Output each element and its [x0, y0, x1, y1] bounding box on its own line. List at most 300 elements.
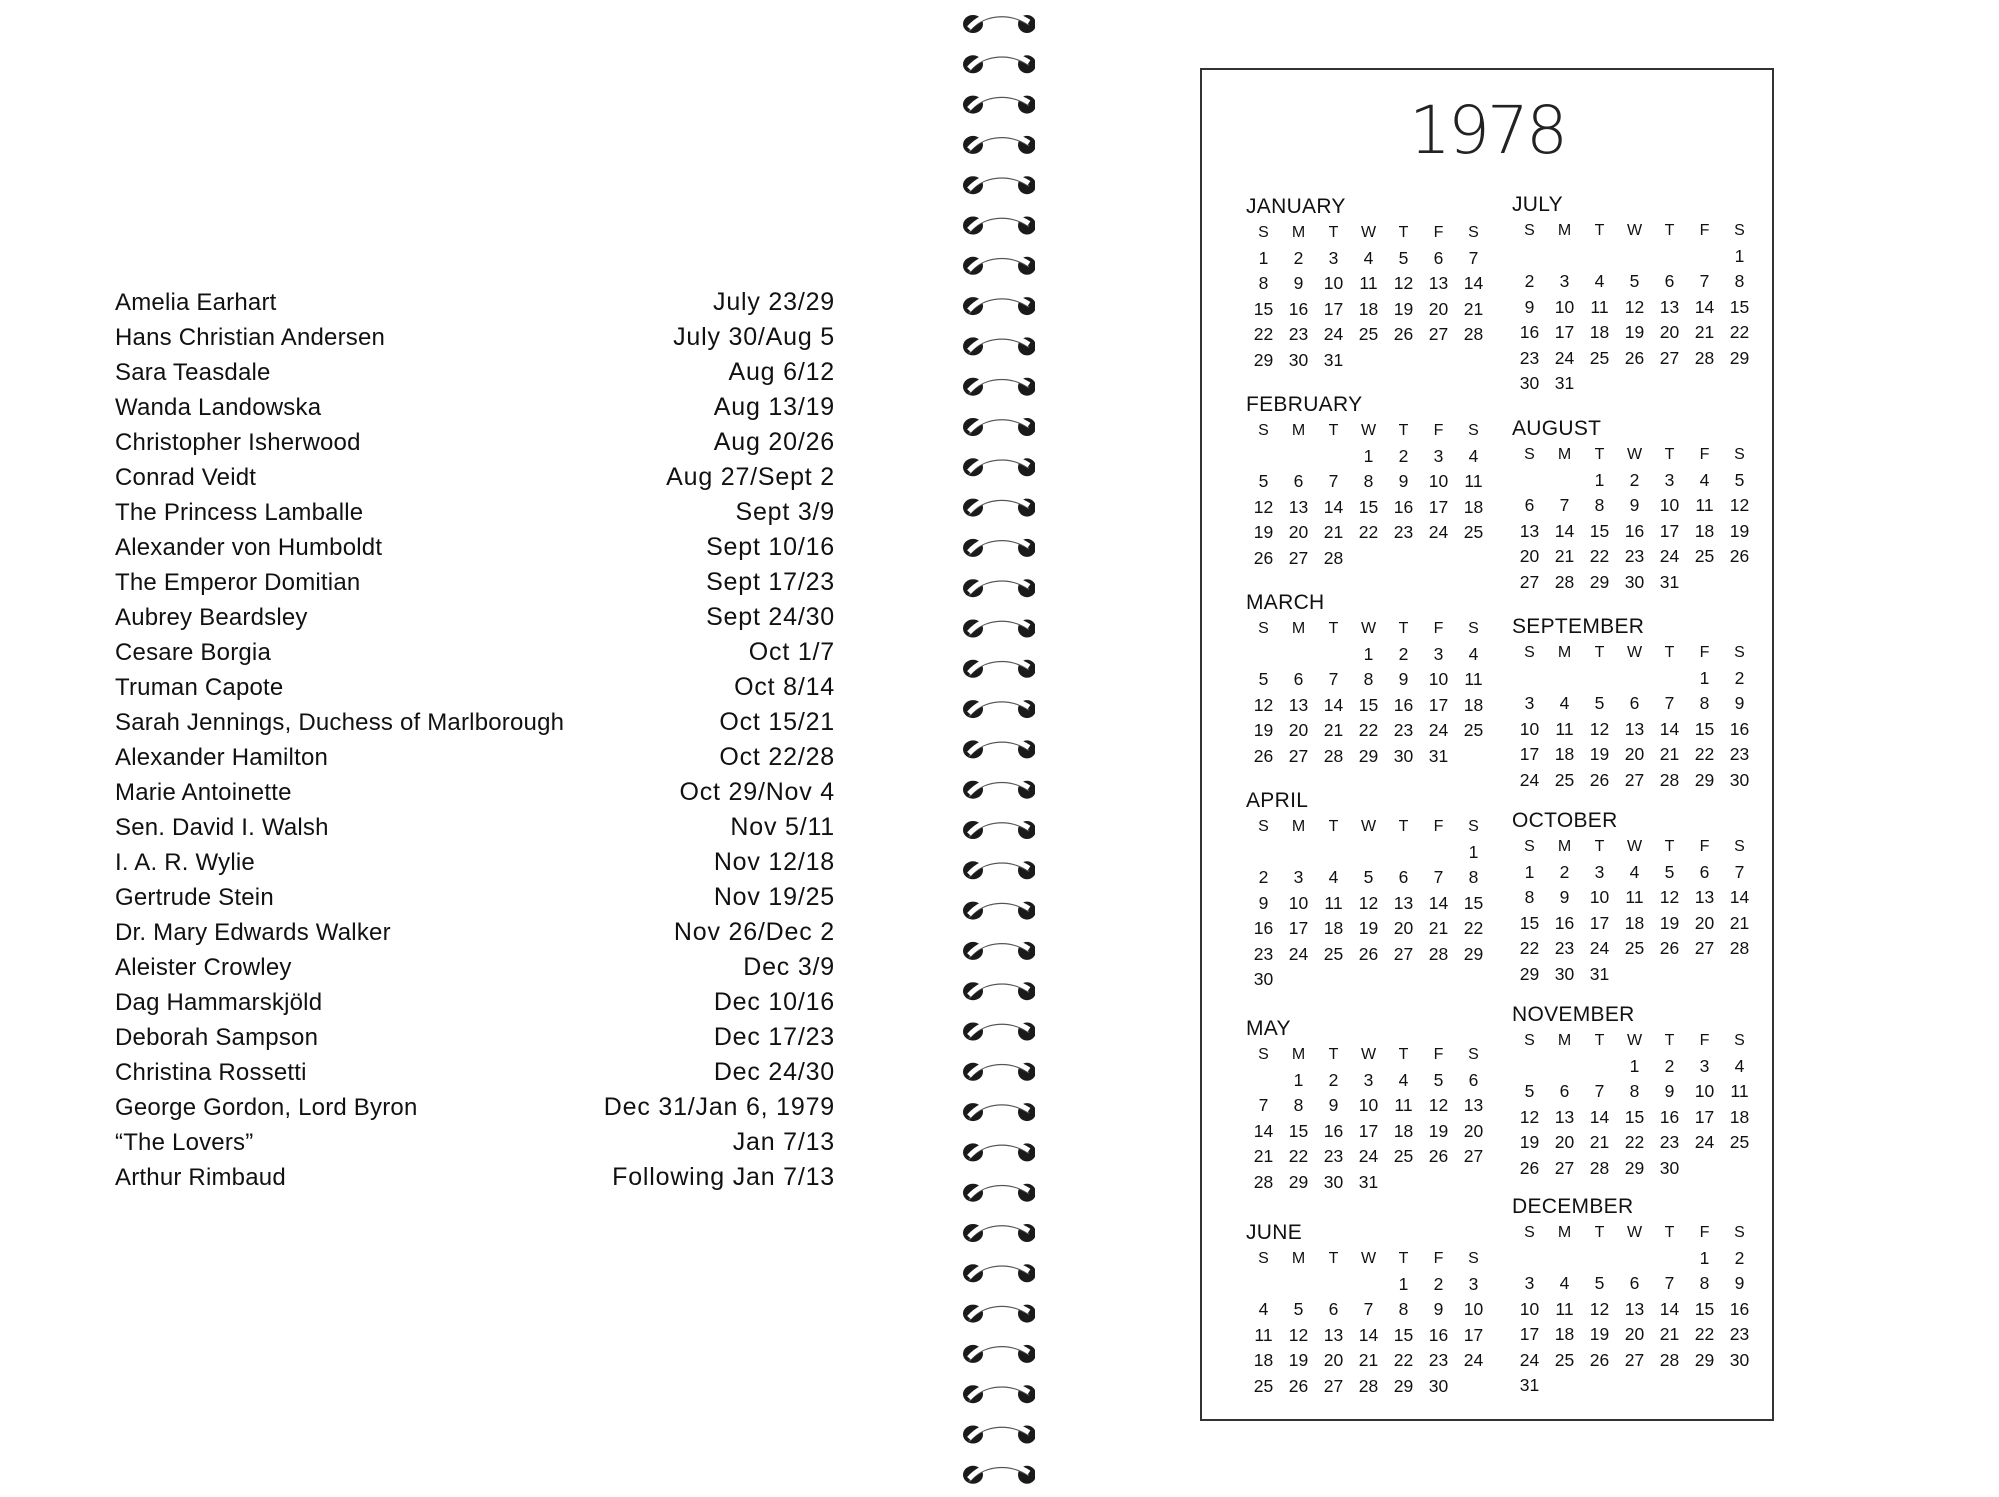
day-cell: 2	[1328, 1069, 1339, 1090]
day-cell: 15	[1624, 1106, 1645, 1127]
day-cell: 10	[1519, 1298, 1540, 1319]
day-cell: 11	[1394, 1095, 1413, 1116]
day-cell: 29	[1624, 1157, 1645, 1178]
day-cell: 28	[1428, 943, 1449, 964]
weekday-label: S	[1524, 445, 1535, 463]
month-block	[1246, 1220, 1496, 1399]
weekday-header	[1512, 834, 1762, 860]
week-row	[1246, 1323, 1496, 1349]
day-cell: 14	[1659, 1298, 1680, 1319]
day-cell: 29	[1589, 571, 1610, 592]
day-cell: 9	[1398, 669, 1409, 690]
day-cell: 1	[1363, 643, 1374, 664]
week-row	[1246, 271, 1496, 297]
weekday-label: T	[1398, 1249, 1409, 1267]
weekday-label: M	[1557, 643, 1572, 661]
day-cell: 31	[1659, 571, 1680, 592]
person-dates: Sept 17/23	[706, 568, 835, 596]
person-name: Sen. David I. Walsh	[115, 814, 329, 841]
month-block	[1246, 590, 1496, 769]
day-cell: 14	[1463, 273, 1484, 294]
day-cell: 6	[1629, 1273, 1640, 1294]
day-cell: 23	[1323, 1146, 1344, 1167]
day-cell: 3	[1699, 1055, 1710, 1076]
weekday-label: S	[1468, 817, 1479, 835]
day-cell: 18	[1358, 298, 1379, 319]
day-cell: 25	[1554, 769, 1575, 790]
person-row	[115, 708, 835, 743]
person-row	[115, 463, 835, 498]
day-cell: 4	[1629, 861, 1640, 882]
day-cell: 7	[1328, 471, 1339, 492]
day-cell: 11	[1464, 669, 1483, 690]
week-row	[1246, 718, 1496, 744]
day-cell: 29	[1694, 769, 1715, 790]
day-cell: 24	[1554, 347, 1575, 368]
day-cell: 9	[1734, 1273, 1745, 1294]
person-name: Hans Christian Andersen	[115, 324, 386, 351]
day-cell: 1	[1629, 1055, 1640, 1076]
week-row	[1246, 495, 1496, 521]
week-row	[1246, 744, 1496, 770]
day-cell: 21	[1323, 720, 1344, 741]
weekday-label: S	[1524, 221, 1535, 239]
day-cell: 27	[1288, 547, 1309, 568]
day-cell: 5	[1293, 1299, 1304, 1320]
day-cell: 21	[1428, 918, 1449, 939]
day-cell: 20	[1624, 1324, 1645, 1345]
binding-ring	[963, 135, 1035, 154]
day-cell: 10	[1694, 1081, 1715, 1102]
day-cell: 8	[1363, 669, 1374, 690]
day-cell: 24	[1694, 1132, 1715, 1153]
weekday-label: S	[1258, 421, 1269, 439]
weekday-label: S	[1468, 421, 1479, 439]
day-cell: 7	[1594, 1081, 1605, 1102]
person-dates: Nov 5/11	[730, 813, 835, 841]
person-dates: July 30/Aug 5	[673, 323, 835, 351]
day-cell: 18	[1393, 1120, 1414, 1141]
day-cell: 16	[1288, 298, 1309, 319]
day-cell: 27	[1393, 943, 1414, 964]
week-row	[1512, 666, 1762, 692]
day-cell: 26	[1624, 347, 1645, 368]
day-cell: 20	[1288, 522, 1309, 543]
week-row	[1512, 1271, 1762, 1297]
binding-ring	[963, 699, 1035, 718]
day-cell: 17	[1463, 1324, 1484, 1345]
day-cell: 10	[1519, 718, 1540, 739]
day-cell: 17	[1554, 322, 1575, 343]
month-block	[1512, 192, 1762, 397]
day-cell: 8	[1629, 1081, 1640, 1102]
day-cell: 4	[1734, 1055, 1745, 1076]
day-cell: 25	[1463, 522, 1484, 543]
day-cell: 4	[1468, 445, 1479, 466]
day-cell: 28	[1554, 571, 1575, 592]
week-row	[1512, 691, 1762, 717]
weekday-label: S	[1524, 643, 1535, 661]
month-block	[1246, 392, 1496, 571]
day-cell: 31	[1519, 1375, 1540, 1396]
person-row	[115, 1128, 835, 1163]
day-cell: 26	[1589, 769, 1610, 790]
day-cell: 22	[1694, 744, 1715, 765]
day-cell: 19	[1519, 1132, 1540, 1153]
day-cell: 28	[1323, 745, 1344, 766]
week-row	[1512, 768, 1762, 794]
day-cell: 19	[1624, 322, 1645, 343]
day-cell: 4	[1559, 693, 1570, 714]
week-row	[1512, 742, 1762, 768]
binding-ring	[963, 376, 1035, 395]
week-row	[1512, 544, 1762, 570]
day-cell: 21	[1729, 912, 1750, 933]
week-row	[1512, 1079, 1762, 1105]
weekday-label: T	[1664, 445, 1675, 463]
weekday-label: F	[1699, 1031, 1710, 1049]
day-cell: 30	[1428, 1375, 1449, 1396]
week-row	[1246, 1374, 1496, 1400]
person-name: Sara Teasdale	[115, 359, 271, 386]
week-row	[1512, 717, 1762, 743]
day-cell: 16	[1393, 694, 1414, 715]
day-cell: 5	[1594, 1273, 1605, 1294]
weekday-label: M	[1291, 1045, 1306, 1063]
day-cell: 27	[1288, 745, 1309, 766]
week-row	[1512, 1156, 1762, 1182]
person-name: Wanda Landowska	[115, 394, 322, 421]
person-row	[115, 603, 835, 638]
day-cell: 24	[1589, 938, 1610, 959]
week-row	[1246, 1170, 1496, 1196]
person-dates: Following Jan 7/13	[612, 1163, 835, 1191]
weekday-label: F	[1433, 1045, 1444, 1063]
day-cell: 6	[1664, 271, 1675, 292]
month-block	[1512, 808, 1762, 987]
binding-ring	[963, 94, 1035, 113]
week-row	[1512, 1322, 1762, 1348]
weekday-label: M	[1557, 445, 1572, 463]
week-row	[1246, 520, 1496, 546]
weekday-label: T	[1664, 643, 1675, 661]
day-cell: 7	[1433, 867, 1444, 888]
weekday-label: W	[1360, 817, 1377, 835]
weekday-label: S	[1524, 837, 1535, 855]
day-cell: 3	[1363, 1069, 1374, 1090]
day-cell: 12	[1253, 694, 1274, 715]
day-cell: 28	[1659, 1349, 1680, 1370]
weekday-header	[1512, 218, 1762, 244]
day-cell: 17	[1323, 298, 1344, 319]
person-name: Christina Rossetti	[115, 1059, 307, 1086]
weekday-label: W	[1360, 421, 1377, 439]
person-name: I. A. R. Wylie	[115, 849, 255, 876]
person-dates: Aug 13/19	[713, 393, 835, 421]
day-cell: 5	[1524, 1081, 1535, 1102]
weekday-label: T	[1328, 1045, 1339, 1063]
day-cell: 6	[1293, 471, 1304, 492]
weekday-label: T	[1664, 837, 1675, 855]
week-row	[1512, 885, 1762, 911]
day-cell: 28	[1358, 1375, 1379, 1396]
day-cell: 14	[1358, 1324, 1379, 1345]
day-cell: 5	[1629, 271, 1640, 292]
day-cell: 9	[1559, 887, 1570, 908]
binding-ring	[963, 981, 1035, 1000]
weekday-label: S	[1468, 619, 1479, 637]
day-cell: 18	[1624, 912, 1645, 933]
day-cell: 12	[1624, 296, 1645, 317]
day-cell: 24	[1323, 324, 1344, 345]
week-row	[1246, 1297, 1496, 1323]
person-dates: July 23/29	[713, 288, 835, 316]
month-block	[1246, 194, 1496, 373]
day-cell: 20	[1288, 720, 1309, 741]
person-name: Arthur Rimbaud	[115, 1164, 286, 1191]
weekday-label: W	[1626, 1031, 1643, 1049]
day-cell: 17	[1519, 1324, 1540, 1345]
day-cell: 7	[1699, 271, 1710, 292]
person-dates: Dec 17/23	[713, 1023, 835, 1051]
week-row	[1246, 469, 1496, 495]
day-cell: 10	[1554, 296, 1575, 317]
binding-ring	[963, 820, 1035, 839]
day-cell: 29	[1519, 963, 1540, 984]
person-row	[115, 673, 835, 708]
day-cell: 27	[1624, 769, 1645, 790]
day-cell: 13	[1463, 1095, 1484, 1116]
day-cell: 11	[1555, 718, 1574, 739]
day-cell: 19	[1393, 298, 1414, 319]
day-cell: 14	[1694, 296, 1715, 317]
person-row	[115, 848, 835, 883]
day-cell: 19	[1589, 744, 1610, 765]
day-cell: 20	[1694, 912, 1715, 933]
person-row	[115, 288, 835, 323]
day-cell: 27	[1323, 1375, 1344, 1396]
week-row	[1246, 1144, 1496, 1170]
week-row	[1512, 320, 1762, 346]
day-cell: 12	[1589, 718, 1610, 739]
month-name: AUGUST	[1512, 417, 1602, 440]
day-cell: 28	[1729, 938, 1750, 959]
day-cell: 2	[1664, 1055, 1675, 1076]
day-cell: 21	[1554, 546, 1575, 567]
day-cell: 26	[1659, 938, 1680, 959]
day-cell: 24	[1463, 1350, 1484, 1371]
day-cell: 16	[1393, 496, 1414, 517]
day-cell: 4	[1559, 1273, 1570, 1294]
day-cell: 26	[1589, 1349, 1610, 1370]
person-row	[115, 533, 835, 568]
day-cell: 3	[1293, 867, 1304, 888]
binding-ring	[963, 1344, 1035, 1363]
binding-ring	[963, 1021, 1035, 1040]
weekday-label: F	[1433, 421, 1444, 439]
day-cell: 16	[1554, 912, 1575, 933]
weekday-label: S	[1258, 1045, 1269, 1063]
day-cell: 24	[1659, 546, 1680, 567]
binding-ring	[963, 1464, 1035, 1483]
weekday-header	[1512, 640, 1762, 666]
person-dates: Oct 22/28	[719, 743, 835, 771]
weekday-label: M	[1557, 837, 1572, 855]
day-cell: 8	[1363, 471, 1374, 492]
weekday-label: S	[1258, 223, 1269, 241]
weekday-label: M	[1557, 221, 1572, 239]
binding-ring	[963, 14, 1035, 33]
day-cell: 23	[1624, 546, 1645, 567]
week-row	[1246, 1348, 1496, 1374]
day-cell: 22	[1463, 918, 1484, 939]
weekday-label: T	[1594, 837, 1605, 855]
weekday-label: T	[1398, 817, 1409, 835]
day-cell: 16	[1659, 1106, 1680, 1127]
day-cell: 12	[1589, 1298, 1610, 1319]
week-row	[1512, 936, 1762, 962]
day-cell: 7	[1468, 247, 1479, 268]
person-dates: Sept 3/9	[735, 498, 835, 526]
day-cell: 27	[1519, 571, 1540, 592]
week-row	[1246, 942, 1496, 968]
day-cell: 21	[1589, 1132, 1610, 1153]
day-cell: 10	[1358, 1095, 1379, 1116]
day-cell: 22	[1358, 720, 1379, 741]
day-cell: 7	[1664, 1273, 1675, 1294]
day-cell: 12	[1729, 495, 1750, 516]
day-cell: 9	[1328, 1095, 1339, 1116]
day-cell: 1	[1524, 861, 1535, 882]
weekday-label: W	[1360, 1249, 1377, 1267]
week-row	[1246, 1093, 1496, 1119]
binding-ring	[963, 1384, 1035, 1403]
weekday-label: M	[1557, 1223, 1572, 1241]
binding-ring	[963, 618, 1035, 637]
day-cell: 17	[1589, 912, 1610, 933]
day-cell: 30	[1519, 373, 1540, 394]
day-cell: 22	[1589, 546, 1610, 567]
weekday-label: F	[1699, 1223, 1710, 1241]
person-row	[115, 638, 835, 673]
person-row	[115, 393, 835, 428]
day-cell: 4	[1699, 469, 1710, 490]
day-cell: 9	[1293, 273, 1304, 294]
day-cell: 4	[1468, 643, 1479, 664]
day-cell: 6	[1559, 1081, 1570, 1102]
weekday-label: W	[1360, 1045, 1377, 1063]
month-name: FEBRUARY	[1246, 393, 1363, 416]
day-cell: 14	[1323, 496, 1344, 517]
day-cell: 17	[1358, 1120, 1379, 1141]
day-cell: 23	[1253, 943, 1274, 964]
person-row	[115, 498, 835, 533]
person-row	[115, 918, 835, 953]
day-cell: 13	[1624, 718, 1645, 739]
week-row	[1512, 295, 1762, 321]
day-cell: 11	[1625, 887, 1644, 908]
week-row	[1246, 642, 1496, 668]
day-cell: 11	[1464, 471, 1483, 492]
weekday-label: T	[1594, 643, 1605, 661]
binding-ring	[963, 54, 1035, 73]
day-cell: 1	[1363, 445, 1374, 466]
day-cell: 13	[1323, 1324, 1344, 1345]
day-cell: 15	[1519, 912, 1540, 933]
day-cell: 16	[1624, 520, 1645, 541]
day-cell: 19	[1253, 522, 1274, 543]
day-cell: 2	[1398, 643, 1409, 664]
person-row	[115, 1058, 835, 1093]
person-row	[115, 568, 835, 603]
day-cell: 26	[1428, 1146, 1449, 1167]
week-row	[1512, 860, 1762, 886]
person-dates: Jan 7/13	[732, 1128, 835, 1156]
day-cell: 9	[1524, 296, 1535, 317]
day-cell: 21	[1694, 322, 1715, 343]
week-row	[1512, 1130, 1762, 1156]
weekday-label: F	[1699, 837, 1710, 855]
day-cell: 22	[1729, 322, 1750, 343]
day-cell: 23	[1729, 744, 1750, 765]
day-cell: 26	[1253, 547, 1274, 568]
weekday-label: S	[1524, 1223, 1535, 1241]
binding-ring	[963, 296, 1035, 315]
day-cell: 31	[1554, 373, 1575, 394]
person-row	[115, 1093, 835, 1128]
binding-ring	[963, 739, 1035, 758]
day-cell: 27	[1624, 1349, 1645, 1370]
month-name: NOVEMBER	[1512, 1003, 1635, 1026]
day-cell: 10	[1428, 669, 1449, 690]
day-cell: 3	[1524, 693, 1535, 714]
day-cell: 29	[1288, 1171, 1309, 1192]
day-cell: 14	[1589, 1106, 1610, 1127]
day-cell: 13	[1519, 520, 1540, 541]
day-cell: 12	[1358, 892, 1379, 913]
day-cell: 25	[1589, 347, 1610, 368]
person-dates: Oct 8/14	[734, 673, 835, 701]
day-cell: 15	[1694, 1298, 1715, 1319]
day-cell: 19	[1288, 1350, 1309, 1371]
person-dates: Aug 20/26	[713, 428, 835, 456]
weekday-label: S	[1734, 1031, 1745, 1049]
weekday-label: F	[1433, 223, 1444, 241]
binding-ring	[963, 175, 1035, 194]
day-cell: 2	[1629, 469, 1640, 490]
day-cell: 27	[1554, 1157, 1575, 1178]
day-cell: 2	[1433, 1273, 1444, 1294]
day-cell: 28	[1253, 1171, 1274, 1192]
day-cell: 25	[1358, 324, 1379, 345]
day-cell: 30	[1323, 1171, 1344, 1192]
weekday-label: M	[1291, 817, 1306, 835]
person-name: Alexander Hamilton	[115, 744, 329, 771]
binding-ring	[963, 1263, 1035, 1282]
day-cell: 30	[1729, 1349, 1750, 1370]
day-cell: 28	[1589, 1157, 1610, 1178]
day-cell: 9	[1664, 1081, 1675, 1102]
day-cell: 4	[1328, 867, 1339, 888]
day-cell: 5	[1258, 471, 1269, 492]
day-cell: 25	[1554, 1349, 1575, 1370]
person-row	[115, 953, 835, 988]
day-cell: 11	[1730, 1081, 1749, 1102]
day-cell: 21	[1463, 298, 1484, 319]
day-cell: 7	[1258, 1095, 1269, 1116]
day-cell: 6	[1328, 1299, 1339, 1320]
day-cell: 7	[1363, 1299, 1374, 1320]
